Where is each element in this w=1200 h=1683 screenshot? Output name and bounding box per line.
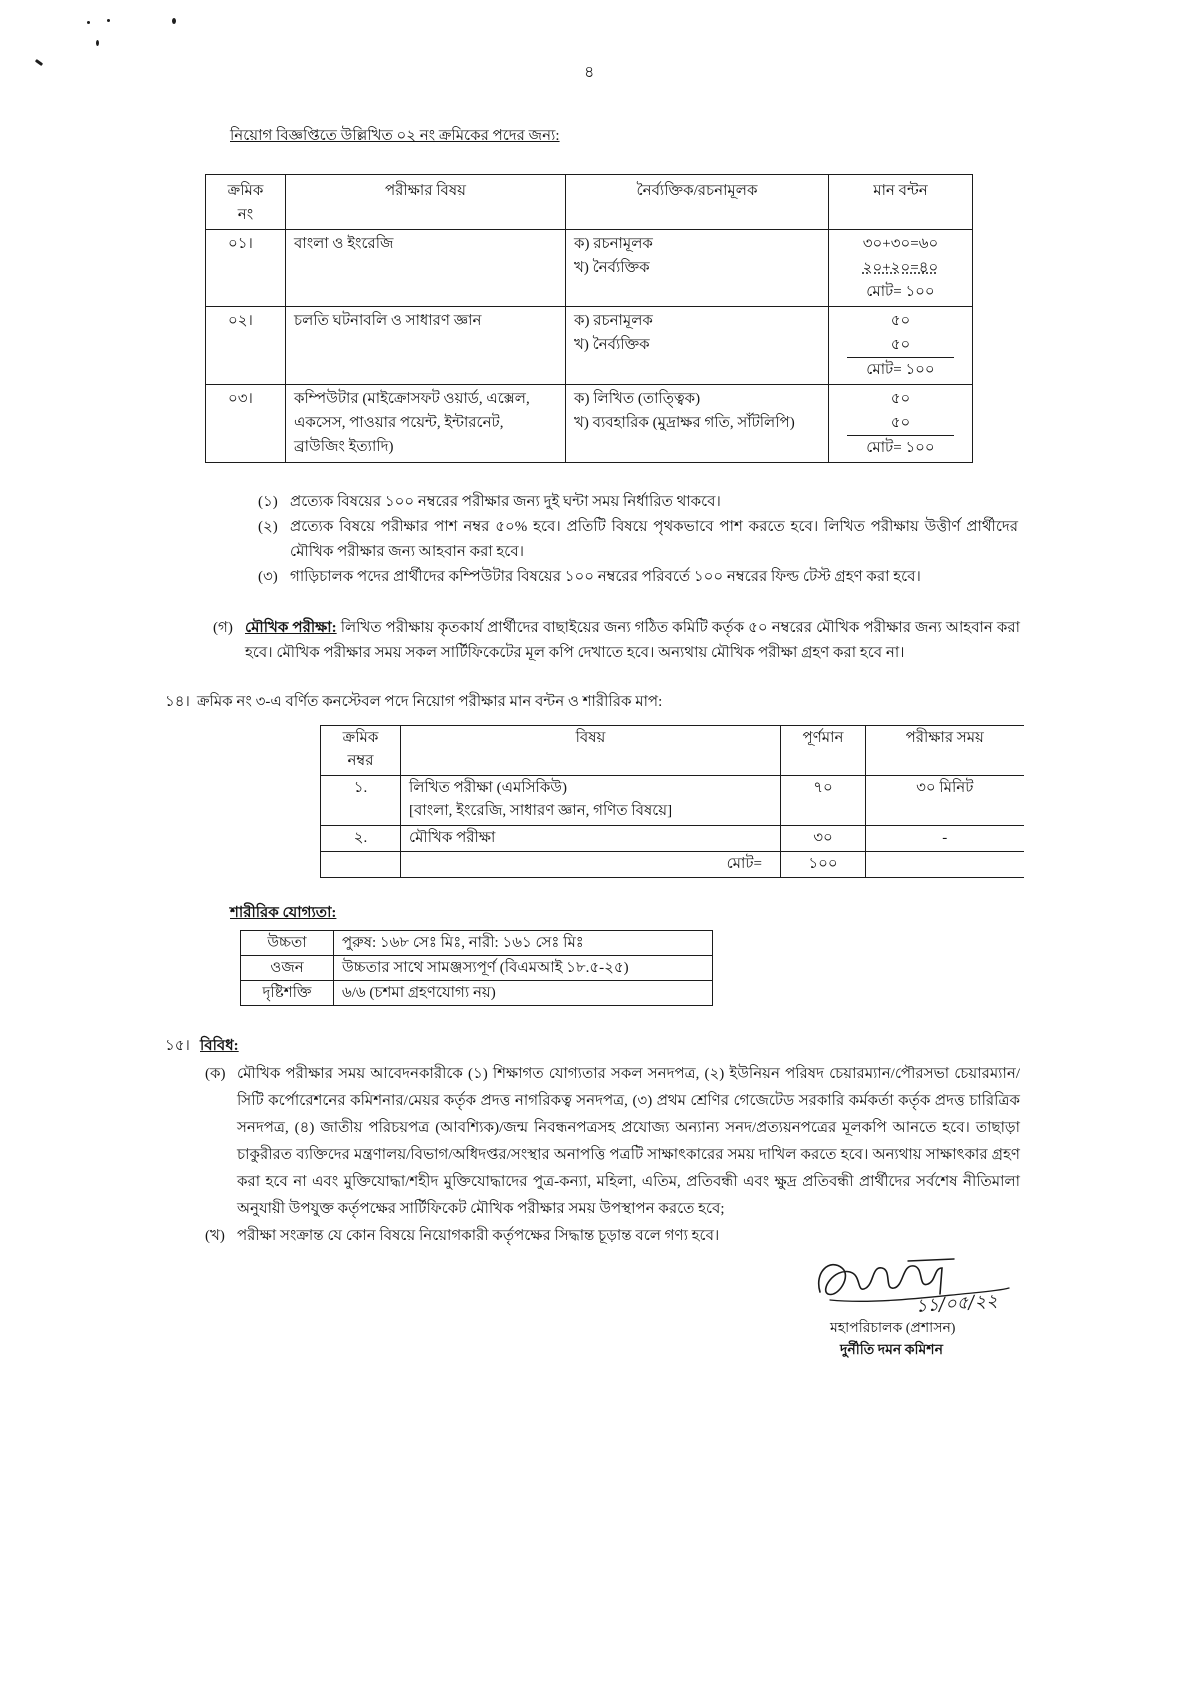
row-subject <box>401 776 781 826</box>
row-serial: ১. <box>321 776 401 826</box>
row-types <box>566 230 829 307</box>
header-subject: বিষয় <box>401 726 781 776</box>
row-marks <box>829 307 973 385</box>
viva-label: (গ) <box>213 620 233 636</box>
section-15-title: বিবিধ: <box>200 1038 239 1054</box>
section-15-heading <box>165 1034 1200 1059</box>
note-text: প্রত্যেক বিষয়ের ১০০ নম্বরের পরীক্ষার জন্য দুই ঘন্টা সময় নির্ধারিত থাকবে। <box>290 494 721 510</box>
header-serial-line: নং <box>237 207 254 223</box>
physical-requirements-table <box>240 930 713 1006</box>
scan-speck <box>172 18 176 24</box>
physical-label: উচ্চতা <box>241 931 334 956</box>
note-text: গাড়িচালক পদের প্রার্থীদের কম্পিউটার বিষয়ের ১০০ নম্বরের পরিবর্তে ১০০ নম্বরের ফিল্ড টেস্ট গ্রহণ করা হবে। <box>290 569 921 585</box>
list-item-label: (খ) <box>205 1228 225 1244</box>
note-label: (১) <box>258 494 278 510</box>
row-subject-line: লিখিত পরীক্ষা (এমসিকিউ) <box>409 780 567 796</box>
row-marks <box>829 230 973 307</box>
row-types <box>566 307 829 385</box>
table-row <box>206 385 973 463</box>
note-item <box>258 565 1018 590</box>
row-mark-item: ২০+২০=৪০ <box>862 260 939 276</box>
signatory-designation: মহাপরিচালক (প্রশাসন) <box>830 1321 956 1336</box>
miscellaneous-items <box>205 1061 1020 1250</box>
row-type-item: খ) ব্যবহারিক (মুদ্রাক্ষর গতি, সাঁটলিপি) <box>574 415 795 431</box>
row-serial: ০২। <box>206 307 286 385</box>
viva-text: লিখিত পরীক্ষায় কৃতকার্য প্রার্থীদের বাছাইয়ের জন্য গঠিত কমিটি কর্তৃক ৫০ নম্বরের মৌখিক পরীক্ষার জন্য আহবান করা হবে। মৌখিক পরীক্ষার সময় সকল সার্টিফিকেটের মূল কপি দেখাতে হবে। অন্যথায় মৌখিক পরীক্ষা গ্রহণ করা হবে না। <box>245 620 1021 661</box>
total-label: মোট= <box>401 852 781 878</box>
table-row <box>241 956 713 981</box>
row-exam-time: - <box>866 826 1024 852</box>
row-types <box>566 385 829 463</box>
row-subject: বাংলা ও ইংরেজি <box>286 230 566 307</box>
row-mark-item: ৫০ <box>890 391 911 407</box>
signatory-organization: দুর্নীতি দমন কমিশন <box>840 1343 943 1358</box>
row-subject: কম্পিউটার (মাইক্রোসফট ওয়ার্ড, এক্সেল, একসেস, পাওয়ার পয়েন্ট, ইন্টারনেট, ব্রাউজিং ইত্যাদি) <box>286 385 566 463</box>
table-row <box>206 230 973 307</box>
viva-title: মৌখিক পরীক্ষা: <box>245 620 337 636</box>
list-item-label: (ক) <box>205 1066 226 1082</box>
viva-body <box>245 616 1020 666</box>
row-full-marks: ৩০ <box>781 826 866 852</box>
posts-02-heading: নিয়োগ বিজ্ঞপ্তিতে উল্লিখিত ০২ নং ক্রমিকের পদের জন্য: <box>230 128 560 144</box>
total-empty-cell <box>321 852 401 878</box>
row-mark-item: ৫০ <box>890 415 911 431</box>
header-serial-line: ক্রমিক <box>227 183 264 199</box>
section-14-number: ১৪। <box>165 694 190 710</box>
note-item <box>258 490 1018 515</box>
row-mark-total: মোট= ১০০ <box>847 435 954 460</box>
row-subject <box>401 826 781 852</box>
row-mark-item: ৫০ <box>890 313 911 329</box>
table-row <box>241 931 713 956</box>
row-mark-item: ৩০+৩০=৬০ <box>862 236 939 252</box>
row-type-item: খ) নৈর্ব্যক্তিক <box>574 337 650 353</box>
row-mark-total: মোট= ১০০ <box>847 357 954 382</box>
row-serial: ২. <box>321 826 401 852</box>
note-label: (৩) <box>258 569 278 585</box>
handwritten-signature <box>812 1254 1012 1318</box>
row-mark-item: ৫০ <box>890 337 911 353</box>
section-14 <box>165 690 1022 715</box>
table-row <box>321 776 1024 826</box>
signature-block <box>812 1254 1022 1362</box>
physical-value: পুরুষ: ১৬৮ সেঃ মিঃ, নারী: ১৬১ সেঃ মিঃ <box>334 931 713 956</box>
table-header-row <box>206 175 973 230</box>
total-empty-cell <box>866 852 1024 878</box>
physical-value: ৬/৬ (চশমা গ্রহণযোগ্য নয়) <box>334 981 713 1006</box>
row-subject: চলতি ঘটনাবলি ও সাধারণ জ্ঞান <box>286 307 566 385</box>
exam-subjects-table <box>205 174 973 463</box>
table-row <box>241 981 713 1006</box>
physical-value: উচ্চতার সাথে সামঞ্জস্যপূর্ণ (বিএমআই ১৮.৫-২৫) <box>334 956 713 981</box>
row-subject-line: [বাংলা, ইংরেজি, সাধারণ জ্ঞান, গণিত বিষয়ে] <box>409 803 673 819</box>
note-item <box>258 515 1018 565</box>
row-full-marks: ৭০ <box>781 776 866 826</box>
header-serial <box>206 175 286 230</box>
table-total-row <box>321 852 1024 878</box>
row-type-item: ক) রচনামূলক <box>574 313 653 329</box>
header-subject: পরীক্ষার বিষয় <box>286 175 566 230</box>
total-marks: ১০০ <box>781 852 866 878</box>
exam-notes <box>258 490 1018 590</box>
list-item-text: মৌখিক পরীক্ষার সময় আবেদনকারীকে (১) শিক্ষাগত যোগ্যতার সকল সনদপত্র, (২) ইউনিয়ন পরিষদ চেয়ারম্যান/পৌরসভা চেয়ারম্যান/সিটি কর্পোরেশনের কমিশনার/মেয়র কর্তৃক প্রদত্ত নাগরিকত্ব সনদপত্র, (৩) প্রথম শ্রেণির গেজেটেড সরকারি কর্মকর্তা কর্তৃক প্রদত্ত চারিত্রিক সনদপত্র, (৪) জাতীয় পরিচয়পত্র (আবশ্যিক)/জন্ম নিবন্ধনপত্রসহ প্রযোজ্য অন্যান্য সনদ/প্রত্যয়নপত্রের মূলকপি আনতে হবে। তাছাড়া চাকুরীরত ব্যক্তিদের মন্ত্রণালয়/বিভাগ/অধিদপ্তর/সংস্থার অনাপত্তি পত্রটি সাক্ষাৎকারের সময় দাখিল করতে হবে। অন্যথায় সাক্ষাৎকার গ্রহণ করা হবে না এবং মুক্তিযোদ্ধা/শহীদ মুক্তিযোদ্ধাদের পুত্র-কন্যা, মহিলা, এতিম, প্রতিবন্ধী এবং ক্ষুদ্র প্রতিবন্ধী প্রার্থীদের সর্বশেষ নীতিমালা অনুযায়ী উপযুক্ত কর্তৃপক্ষের সার্টিফিকেট মৌখিক পরীক্ষার সময় উপস্থাপন করতে হবে; <box>237 1066 1020 1217</box>
header-serial <box>321 726 401 776</box>
list-item <box>205 1223 1020 1250</box>
physical-title: শারীরিক যোগ্যতা: <box>230 905 337 921</box>
header-type: নৈর্ব্যক্তিক/রচনামূলক <box>566 175 829 230</box>
row-type-item: ক) রচনামূলক <box>574 236 653 252</box>
header-serial-line: নম্বর <box>347 753 374 769</box>
list-item <box>205 1061 1020 1223</box>
row-exam-time: ৩০ মিনিট <box>866 776 1024 826</box>
scan-speck <box>96 40 99 46</box>
scan-speck <box>107 19 110 22</box>
table-row <box>321 826 1024 852</box>
row-type-item: ক) লিখিত (তাত্ত্বিক) <box>574 391 701 407</box>
header-full-marks: পূর্ণমান <box>781 726 866 776</box>
row-subject-line: মৌখিক পরীক্ষা <box>409 830 496 846</box>
physical-label: দৃষ্টিশক্তি <box>241 981 334 1006</box>
page-number: ৪ <box>584 64 595 81</box>
section-15-number: ১৫। <box>165 1038 190 1054</box>
viva-section <box>213 616 1020 666</box>
header-marks: মান বন্টন <box>829 175 973 230</box>
signature-stroke <box>908 1259 954 1261</box>
row-type-item: খ) নৈর্ব্যক্তিক <box>574 260 650 276</box>
physical-label: ওজন <box>241 956 334 981</box>
row-serial: ০৩। <box>206 385 286 463</box>
scan-speck <box>87 21 90 24</box>
note-label: (২) <box>258 519 278 535</box>
list-item-text: পরীক্ষা সংক্রান্ত যে কোন বিষয়ে নিয়োগকারী কর্তৃপক্ষের সিদ্ধান্ত চূড়ান্ত বলে গণ্য হবে। <box>237 1228 720 1244</box>
row-mark-total: মোট= ১০০ <box>866 284 935 300</box>
header-serial-line: ক্রমিক <box>342 730 379 746</box>
signature-date: ১১/০৫/২২ <box>914 1290 999 1317</box>
constable-exam-table <box>320 725 1024 878</box>
table-header-row <box>321 726 1024 776</box>
section-14-text: ক্রমিক নং ৩-এ বর্ণিত কনস্টেবল পদে নিয়োগ পরীক্ষার মান বন্টন ও শারীরিক মাপ: <box>197 694 663 710</box>
signature-stroke <box>819 1265 942 1295</box>
note-text: প্রত্যেক বিষয়ে পরীক্ষার পাশ নম্বর ৫০% হবে। প্রতিটি বিষয়ে পৃথকভাবে পাশ করতে হবে। লিখিত পরীক্ষায় উত্তীর্ণ প্রার্থীদের মৌখিক পরীক্ষার জন্য আহবান করা হবে। <box>290 519 1018 560</box>
row-marks <box>829 385 973 463</box>
header-exam-time: পরীক্ষার সময় <box>866 726 1024 776</box>
row-serial: ০১। <box>206 230 286 307</box>
table-row <box>206 307 973 385</box>
